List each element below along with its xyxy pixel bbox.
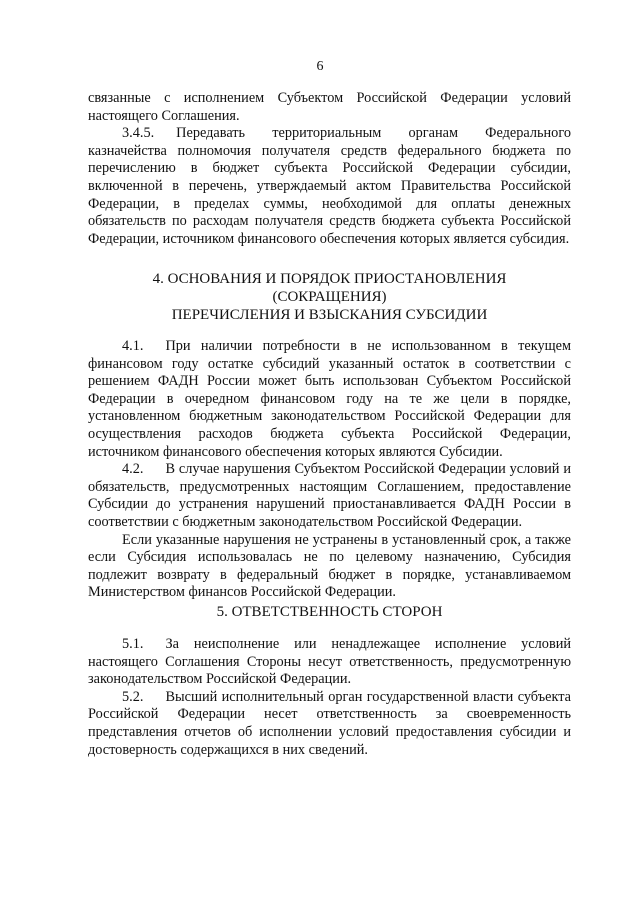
page-number: 6 (316, 59, 324, 74)
paragraph-4-2-continued: Если указанные нарушения не устранены в установленный срок, а также если Субсидия использовалась не по целевому назначению, Субсидия подлежит возврату в федеральный бюджет в порядке, устанавливаемом Министерством финансов Российской Федерации. (88, 531, 571, 601)
paragraph-number: 3.4.5. (122, 125, 155, 142)
section-4-title-line-1: 4. ОСНОВАНИЯ И ПОРЯДОК ПРИОСТАНОВЛЕНИЯ (152, 271, 507, 287)
paragraph-5-2 (88, 689, 571, 759)
paragraph-number: 5.2. (122, 688, 144, 705)
paragraph-text: В случае нарушения Субъектом Российской Федерации условий и обязательств, предусмотренных настоящим Соглашением, предоставление Субсидии до устранения нарушений приостанавливается ФАДН России в соответствии с бюджетным законодательством Российской Федерации. (88, 461, 571, 530)
paragraph-text: Высший исполнительный орган государственной власти субъекта Российской Федерации несет ответственность за своевременность представления отчетов об исполнении условий предоставления субсидии и достоверность содержащихся в них сведений. (88, 688, 571, 758)
paragraph-text: При наличии потребности в не использованном в текущем финансовом году остатке субсидий указанный остаток в соответствии с решением ФАДН России может быть использован Субъектом Российской Федерации в очередном финансовом году на те же цели в порядке, установленном бюджетным законодательством Российской Федерации для осуществления расходов бюджета субъекта Российской Федерации, источником финансового обеспечения которых являются Субсидии. (88, 338, 571, 460)
paragraph-number: 4.2. (122, 461, 144, 478)
section-4-body (88, 338, 571, 602)
section-5-heading: 5. ОТВЕТСТВЕННОСТЬ СТОРОН (216, 604, 443, 620)
paragraph-4-1 (88, 338, 571, 461)
paragraph-number: 4.1. (122, 338, 144, 354)
section-4-title-line-3: ПЕРЕЧИСЛЕНИЯ И ВЗЫСКАНИЯ СУБСИДИИ (171, 307, 488, 323)
intro-block (88, 90, 571, 248)
section-4-title-line-2: (СОКРАЩЕНИЯ) (272, 289, 387, 305)
paragraph-number: 5.1. (122, 636, 144, 652)
section-4-heading (88, 270, 571, 324)
section-5-body (88, 636, 571, 759)
paragraph-3-4-5 (88, 125, 571, 248)
paragraph-4-2 (88, 461, 571, 531)
paragraph-text: За неисполнение или ненадлежащее исполнение условий настоящего Соглашения Стороны несут ответственность, предусмотренную законодательством Российской Федерации. (88, 636, 571, 688)
intro-paragraph-continued: связанные с исполнением Субъектом Российской Федерации условий настоящего Соглашения. (88, 90, 571, 124)
paragraph-text: Передавать территориальным органам Федерального казначейства полномочия получателя средств федерального бюджета по перечислению в бюджет субъекта Российской Федерации субсидии, включенной в перечень, утверждаемый актом Правительства Российской Федерации, в пределах суммы, необходимой для оплаты денежных обязательств по расходам получателя средств бюджета субъекта Российской Федерации, источником финансового обеспечения которых является субсидия. (88, 125, 571, 247)
paragraph-5-1 (88, 636, 571, 689)
